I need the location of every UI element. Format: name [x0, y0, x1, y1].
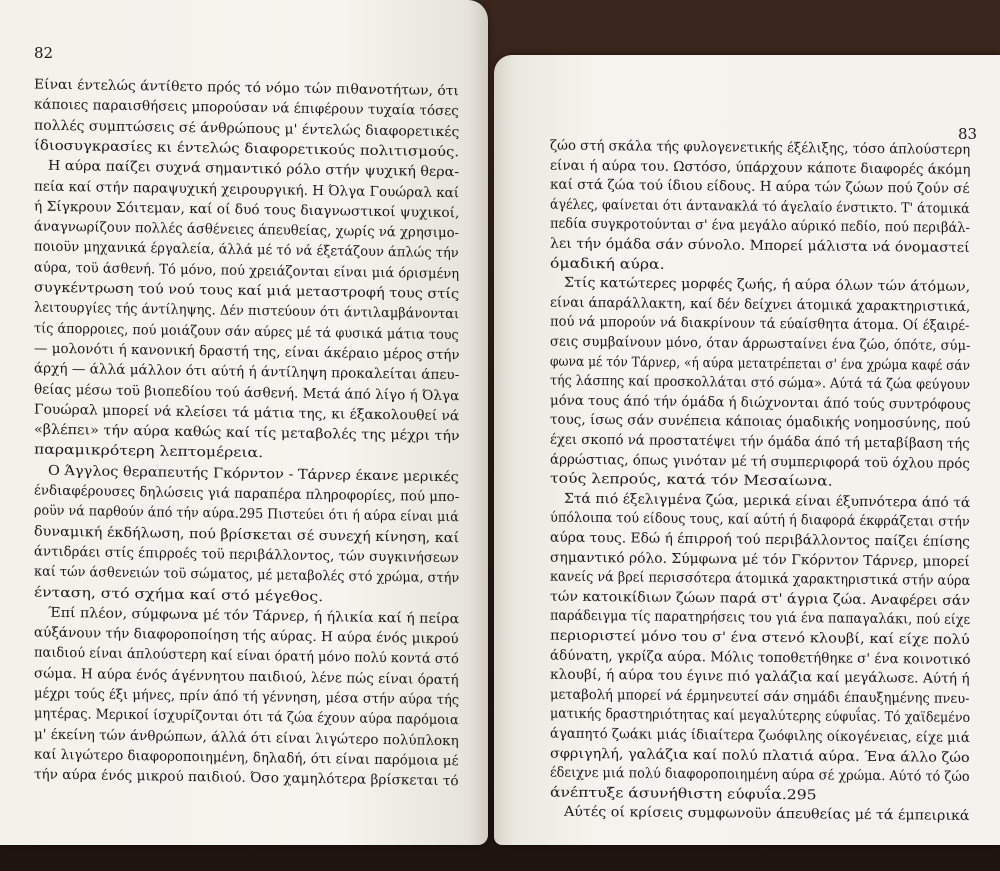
- page-number: 82: [34, 44, 54, 62]
- text-line: κλουβί, ή αύρα του έγινε πιό γαλάζια καί μεγάλωσε. Αύτή ή: [550, 666, 970, 688]
- text-line: είναι άπαράλλακτη, καί δέν δείχνει άτομικά χαρακτηριστικά,: [550, 294, 971, 315]
- text-line: καί στά ζώα τού ίδιου είδους. Η αύρα τών ζώων πού ζούν σέ: [550, 176, 970, 198]
- text-line: όμαδική αύρα.: [550, 255, 665, 273]
- text-line: Ο Άγγλος θεραπευτής Γκόρντον - Τάρνερ έκανε μερικές: [48, 462, 459, 485]
- text-line: πού νά μπορούν νά διακρίνουν τά εύαίσθητα άτομα. Οί έξαιρέ-: [550, 313, 970, 335]
- text-line: δυναμική έκδήλωση, πού βρίσκεται σέ συνεχή κίνηση, καί: [34, 523, 460, 546]
- text-line: έδειχνε μιά πολύ διαφοροποιημένη αύρα σέ χρώμα. Αύτό τό ζώο: [550, 764, 970, 786]
- text-line: λει τήν όμάδα σάν σύνολο. Μπορεί μάλιστα νά όνομαστεί: [550, 235, 970, 256]
- text-line: άρρώστιας, όπως γινόταν μέ τή συμπεριφορά τοϋ όχλου πρός: [550, 451, 970, 472]
- text-line: καί λιγώτερο διαφοροποιημένη, δηλαδή, ότι είναι παρόμοια μέ: [34, 746, 459, 770]
- text-line: καί τών άσθενειών τοϋ σώματος, μέ μεταβολές στό χρώμα, στήν: [34, 563, 460, 587]
- text-line: σεις συμβαίνουν μόνο, όταν άρρωσταίνει ένα ζώο, όπότε, σύμ-: [550, 333, 971, 354]
- text-line: παραμικρότερη λεπτομέρεια.: [34, 441, 264, 462]
- text-line: αύρα, τοϋ άσθενή. Τό μόνο, πού χρειάζονται είναι μιά όρισμένη: [34, 259, 460, 282]
- left-page: [0, 0, 488, 845]
- text-line: κάποιες παραισθήσεις μπορούσαν νά έπιφέρουν τυχαία τόσες: [34, 96, 459, 120]
- text-line: κανείς νά βρεί περισσότερα άτομικά χαρακτηριστικά στήν αύρα: [550, 568, 971, 590]
- text-line: ύπόλοιπα τού είδους τους, καί αύτή ή διαφορά έκφράζεται στήν: [550, 509, 970, 531]
- text-line: τούς λεπρούς, κατά τόν Μεσαίωνα.: [550, 470, 833, 490]
- text-line: ροϋν νά παρθούν άπό τήν αύρα.295 Πιστεύει ότι ή αύρα είναι μιά: [34, 502, 459, 526]
- text-line: μέχρι τούς έξι μήνες, πρίν άπό τή γέννηση, μέσα στήν αύρα τής: [34, 685, 460, 709]
- text-line: θείας μέσω τοϋ βιοπεδίου τού άσθενή. Μετά άπό λίγο ή Όλγα: [34, 381, 460, 404]
- text-line: άγέλες, φαίνεται ότι άντανακλά τό άγελαίο ένστικτο. Τ' άτομικά: [550, 196, 970, 217]
- text-line: μ' έκείνη τών άνθρώπων, άλλά ότι είναι λιγώτερο πολύπλοκη: [34, 726, 459, 749]
- text-line: σημαντικό ρόλο. Σύμφωνα μέ τόν Γκόρντον Τάρνερ, μπορεί: [550, 549, 970, 570]
- text-line: τήν αύρα ένός μικρού παιδιού. Όσο χαμηλότερα βρίσκεται τό: [34, 766, 459, 790]
- text-line: περιοριστεί μόνο του σ' ένα στενό κλουβί, καί είχε πολύ: [550, 627, 970, 648]
- text-line: ή Σίγκρουν Σόιτεμαν, καί οί δυό τους διαγνωστικοί ψυχικοί,: [34, 198, 460, 222]
- text-line: Γουώραλ μπορεί νά κλείσει τά μάτια της, κι έξακολουθεί νά: [34, 401, 460, 425]
- text-line: τίς άπορροιες, πού μοιάζουν σάν αύρες μέ τά φυσικά μάτια τους: [34, 320, 459, 343]
- text-line: πεδία συγκροτούνται σ' ένα μεγάλο αύρικό πεδίο, πού περιβάλ-: [550, 215, 970, 237]
- text-line: άναγνωρίζουν πολλές άσθένειες άπευθείας, χωρίς νά χρησιμο-: [34, 218, 460, 242]
- text-line: άντιδράει στίς έπιρροές τοϋ περιβάλλοντος, τών συγκινήσεων: [34, 543, 459, 567]
- text-line: παράδειγμα τίς παρατηρήσεις του γιά ένα παπαγαλάκι, πού είχε: [550, 607, 971, 629]
- text-line: ζώο στή σκάλα τής φυλογενετικής έξέλιξης, τόσο άπλούστερη: [550, 137, 971, 158]
- text-line: πεία καί στήν παραψυχική χειρουργική. Η Όλγα Γουώραλ καί: [34, 178, 460, 201]
- text-line: αύξάνουν τήν διαφοροποίηση τής αύρας. Η αύρα ένός μικρού: [34, 624, 459, 648]
- text-line: συγκέντρωση τού νού τους καί μιά μεταστροφή τους στίς: [34, 279, 460, 303]
- text-line: μητέρας. Μερικοί ίσχυρίζονται ότι τά ζώα έχουν αύρα παρόμοια: [34, 705, 459, 729]
- text-line: μόνα τους άπό τήν όμάδα ή διώχνονται άπό τούς συντρόφους: [550, 392, 971, 413]
- text-line: λειτουργίες τής άντίληψης. Δέν πιστεύουν ότι άντιλαμβάνονται: [34, 299, 460, 323]
- text-line: — μολονότι ή κανονική δραστή της, είναι άκέραιο μέρος στήν: [34, 340, 460, 364]
- text-line: σώμα. Η αύρα ένός άγέννητου παιδιού, λένε πώς είναι όρατή: [34, 665, 459, 688]
- text-line: τής λάσπης καί προσκολλάται στό σώμα». Αύτά τά ζώα φεύγουν: [550, 372, 971, 394]
- text-line: ένταση, στό σχήμα καί στό μέγεθος.: [34, 584, 324, 605]
- text-line: είναι ή αύρα του. Ωστόσο, ύπάρχουν κάποτε διαφορές άκόμη: [550, 157, 971, 178]
- text-line: σφριγηλή, γαλάζια καί πολύ πλατιά αύρα. Ένα άλλο ζώο: [550, 745, 970, 766]
- text-line: άρχή — άλλά μάλλον ότι αύτή ή άντίληψη προκαλείται άπευ-: [34, 360, 460, 384]
- page-number: 83: [958, 125, 978, 143]
- text-line: ματικής δραστηριότητας καί μεγαλύτερης εύφυΐας. Τό χαϊδεμένο: [550, 705, 971, 727]
- text-line: «βλέπει» τήν αύρα καθώς καί τίς μεταβολές της μέχρι τήν: [34, 421, 460, 445]
- text-line: Η αύρα παίζει συχνά σημαντικό ρόλο στήν ψυχική θερα-: [48, 157, 460, 181]
- text-line: ίδιοσυγκρασίες κι έντελώς διαφορετικούς πολιτισμούς.: [34, 137, 460, 161]
- text-line: παιδιού είναι άπλούστερη καί είναι όρατή μόνο πολύ κοντά στό: [34, 644, 459, 668]
- text-line: Στά πιό έξελιγμένα ζώα, μερικά είναι έξυπνότερα άπό τά: [564, 490, 971, 511]
- text-line: Είναι έντελώς άντίθετο πρός τό νόμο τών πιθανοτήτων, ότι: [34, 76, 459, 100]
- text-line: Έπί πλέον, σύμφωνα μέ τόν Τάρνερ, ή ήλικία καί ή πείρα: [48, 604, 460, 628]
- right-page: [494, 55, 1000, 845]
- text-line: αύρα τους. Εδώ ή έπιρροή τού περιβάλλοντος παίζει έπίσης: [550, 529, 970, 550]
- text-line: φωνα μέ τόν Τάρνερ, «ή αύρα μετατρέπεται σ' ένα χρώμα καφέ σάν: [550, 353, 971, 374]
- text-line: έχει σκοπό νά προστατέψει τήν όμάδα άπό τή μεταβίβαση τής: [550, 431, 970, 452]
- text-line: μεταβολή μπορεί νά έρμηνευτεί σάν σημάδι έπαυξημένης πνευ-: [550, 686, 970, 707]
- text-line: τους, ίσως σάν συνέπεια κάποιας όμαδικής νοημοσύνης, πού: [550, 411, 971, 433]
- text-line: Στίς κατώτερες μορφές ζωής, ή αύρα όλων τών άτόμων,: [564, 274, 971, 296]
- text-line: ένδιαφέρουσες δηλώσεις γιά παραπέρα πληροφορίες, πού μπο-: [34, 482, 460, 506]
- text-line: άδύνατη, γκρίζα αύρα. Μόλις τοποθετήθηκε σ' ένα κοινοτικό: [550, 647, 971, 668]
- text-line: πολλές συμπτώσεις σέ άνθρώπους μ' έντελώς διαφορετικές: [34, 117, 460, 140]
- text-line: ποιοϋν μηχανικά έργαλεία, άλλά μέ τό νά έξετάζουν άπλώς τήν: [34, 238, 459, 262]
- text-line: άγαπητό ζωάκι μιάς ίδιαίτερα ζωόφιλης οίκογένειας, είχε μιά: [550, 725, 970, 746]
- text-line: τών κατοικίδιων ζώων παρά στ' άγρια ζώα. Αναφέρει σάν: [550, 588, 971, 609]
- text-line: Αύτές οί κρίσεις συμφωνοϋν άπευθείας μέ τά έμπειρικά: [564, 804, 970, 825]
- text-line: άνέπτυξε άσυνήθιστη εύφυΐα.295: [550, 784, 817, 804]
